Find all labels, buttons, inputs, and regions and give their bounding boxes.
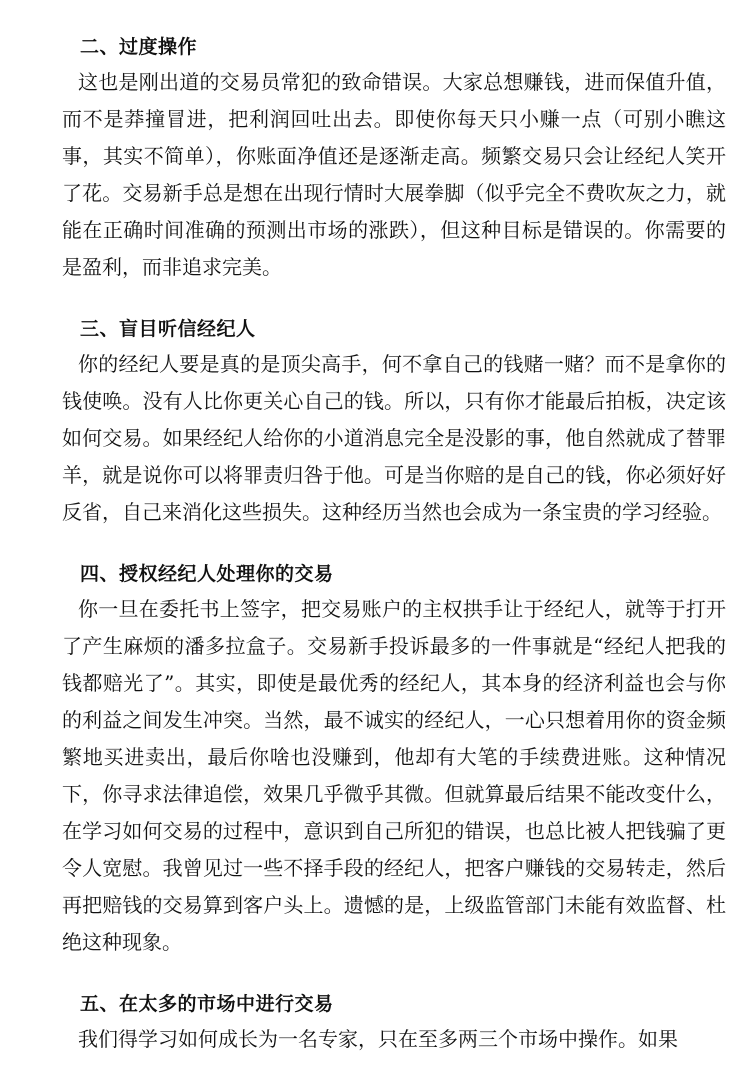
section-paragraph: 你的经纪人要是真的是顶尖高手，何不拿自己的钱赌一赌？而不是拿你的钱使唤。没有人比你更关心自己的钱。所以，只有你才能最后拍板，决定该如何交易。如果经纪人给你的小道消息完全是没影的事，他自然就成了替罪羊，就是说你可以将罪责归咎于他。可是当你赔的是自己的钱，你必须好好反省，自己来消化这些损失。这种经历当然也会成为一条宝贵的学习经验。 <box>62 352 726 524</box>
section-too-many-markets <box>62 987 726 1058</box>
section-heading: 五、在太多的市场中进行交易 <box>80 993 334 1015</box>
document-page <box>62 30 726 1058</box>
section-authorizing-broker <box>62 557 726 961</box>
section-blindly-trusting-broker <box>62 312 726 531</box>
section-heading: 三、盲目听信经纪人 <box>80 318 256 340</box>
section-heading: 二、过度操作 <box>80 36 198 58</box>
section-paragraph: 我们得学习如何成长为一名专家，只在至多两三个市场中操作。如果 <box>78 1027 678 1051</box>
section-paragraph: 这也是刚出道的交易员常犯的致命错误。大家总想赚钱，进而保值升值，而不是莽撞冒进，把利润回吐出去。即使你每天只小赚一点（可别小瞧这事，其实不简单），你账面净值还是逐渐走高。频繁交易只会让经纪人笑开了花。交易新手总是想在出现行情时大展拳脚（似乎完全不费吹灰之力，就能在正确时间准确的预测出市场的涨跌），但这种目标是错误的。你需要的是盈利，而非追求完美。 <box>62 70 726 279</box>
section-overtrading <box>62 30 726 286</box>
section-heading: 四、授权经纪人处理你的交易 <box>80 563 334 585</box>
section-paragraph: 你一旦在委托书上签字，把交易账户的主权拱手让于经纪人，就等于打开了产生麻烦的潘多拉盒子。交易新手投诉最多的一件事就是“经纪人把我的钱都赔光了”。其实，即使是最优秀的经纪人，其本身的经济利益也会与你的利益之间发生冲突。当然，最不诚实的经纪人，一心只想着用你的资金频繁地买进卖出，最后你啥也没赚到，他却有大笔的手续费进账。这种情况下，你寻求法律追偿，效果几乎微乎其微。但就算最后结果不能改变什么，在学习如何交易的过程中，意识到自己所犯的错误，也总比被人把钱骗了更令人宽慰。我曾见过一些不择手段的经纪人，把客户赚钱的交易转走，然后再把赔钱的交易算到客户头上。遗憾的是，上级监管部门未能有效监督、杜绝这种现象。 <box>62 597 726 954</box>
